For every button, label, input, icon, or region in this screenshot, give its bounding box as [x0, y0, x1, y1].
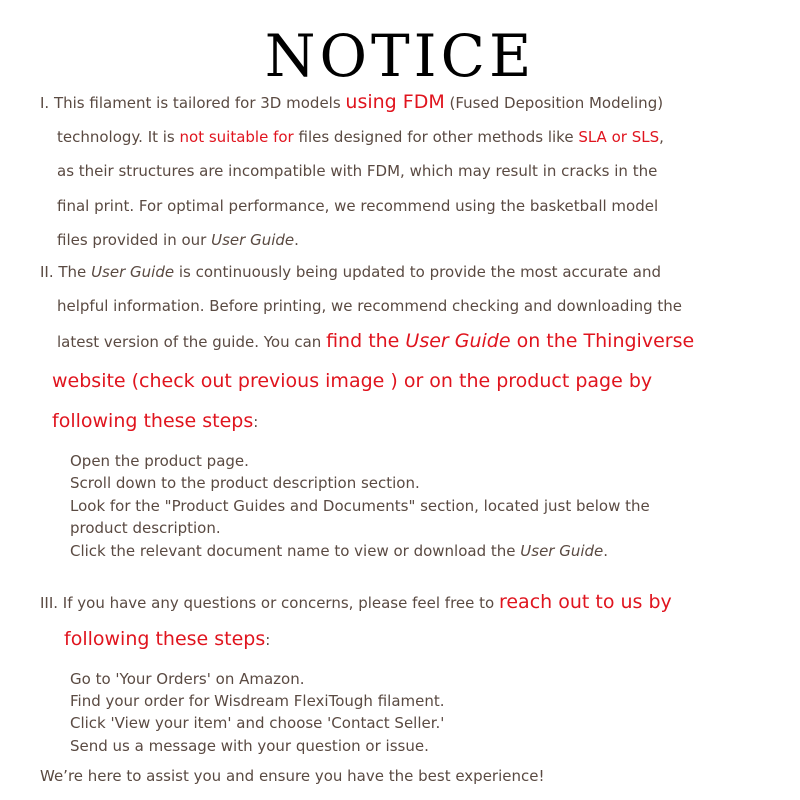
- s2-text: II. The: [40, 263, 92, 281]
- s1-line-1: [40, 92, 663, 113]
- s2-text: :: [253, 413, 259, 431]
- s2-step-5: [70, 541, 608, 561]
- s2-step-4: product description.: [70, 519, 221, 537]
- s1-text: technology. It is: [57, 128, 180, 146]
- s1-text: (Fused Deposition Modeling): [444, 94, 664, 112]
- s2-line-3: [57, 331, 694, 352]
- s2-line-5: [52, 411, 258, 432]
- s1-text: files designed for other methods like: [293, 128, 579, 146]
- s2-step-3: Look for the "Product Guides and Documents" section, located just below the: [70, 497, 650, 515]
- s3-text: :: [265, 631, 271, 649]
- s1-line-2: [57, 127, 664, 147]
- s1-highlight-not-suitable: not suitable for: [179, 128, 294, 146]
- s3-step-3: Click 'View your item' and choose 'Contact Seller.': [70, 714, 445, 732]
- s2-step-2: Scroll down to the product description section.: [70, 474, 420, 492]
- s2-step-text: Click the relevant document name to view or download the: [70, 542, 521, 560]
- s1-text: .: [294, 231, 299, 249]
- s1-text: files provided in our: [57, 231, 212, 249]
- s2-line-4: website (check out previous image ) or on the product page by: [52, 370, 653, 392]
- s1-highlight-fdm: using FDM: [345, 91, 445, 113]
- closing-line: We’re here to assist you and ensure you have the best experience!: [40, 767, 545, 785]
- s2-user-guide: User Guide: [91, 263, 175, 281]
- s2-text: is continuously being updated to provide the most accurate and: [174, 263, 661, 281]
- s2-step-text: .: [603, 542, 609, 560]
- s3-text: III. If you have any questions or concerns, please feel free to: [40, 594, 499, 612]
- s3-step-1: Go to 'Your Orders' on Amazon.: [70, 670, 305, 688]
- s3-step-4: Send us a message with your question or issue.: [70, 737, 429, 755]
- s3-step-2: Find your order for Wisdream FlexiTough filament.: [70, 692, 445, 710]
- s3-highlight-reach-out: reach out to us by: [498, 591, 672, 613]
- s1-line-4: final print. For optimal performance, we recommend using the basketball model: [57, 197, 659, 215]
- s2-line-1: [40, 262, 661, 282]
- s2-step-user-guide: User Guide: [520, 542, 604, 560]
- s2-text: latest version of the guide. You can: [57, 333, 327, 351]
- s1-highlight-sla-sls: SLA or SLS: [578, 128, 660, 146]
- s3-line-2: [64, 629, 270, 650]
- s1-text: ,: [659, 128, 664, 146]
- s2-line-2: helpful information. Before printing, we recommend checking and downloading the: [57, 297, 683, 315]
- s1-user-guide: User Guide: [211, 231, 295, 249]
- s2-highlight: on the Thingiverse: [510, 330, 695, 352]
- s2-highlight-user-guide: User Guide: [405, 330, 511, 352]
- s2-highlight: find the: [326, 330, 406, 352]
- s1-line-3: as their structures are incompatible with FDM, which may result in cracks in the: [57, 162, 658, 180]
- s2-step-1: Open the product page.: [70, 452, 249, 470]
- s3-line-1: [40, 592, 672, 613]
- s3-highlight-steps: following these steps: [64, 628, 266, 650]
- s2-highlight-steps: following these steps: [52, 410, 254, 432]
- page-title: NOTICE: [264, 22, 536, 90]
- s1-text: I. This filament is tailored for 3D models: [40, 94, 346, 112]
- s1-line-5: [57, 230, 299, 250]
